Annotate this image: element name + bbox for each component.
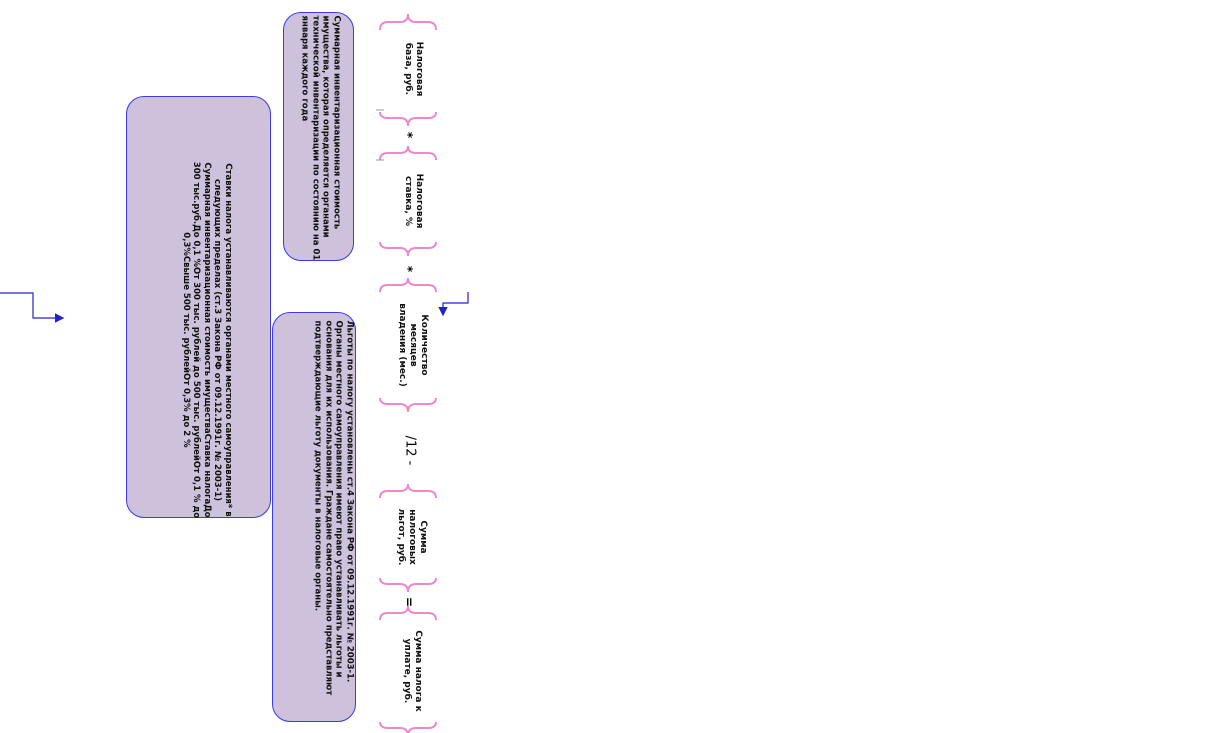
tax-payable-label: Сумма налога к уплате, руб. — [402, 630, 423, 712]
benefits-note-text: Льготы по налогу установлены ст.4 Закона РФ от 09.12.1991г. № 2003-1. Органы местного самоуправления имеют право устанавливать льготы и основания для их использования. Граждане самостоятельно представляют подтверждающие льготу документы в налоговые органы. — [313, 320, 355, 696]
multiply-operator-1: * — [401, 131, 416, 139]
connector-arrow-left — [0, 293, 62, 318]
months-label: Количество месяцев владения (мес.) — [397, 303, 429, 387]
tax-base-label: Налоговая база, руб. — [403, 41, 424, 97]
connector-arrow-right — [443, 292, 468, 314]
equals-operator: = — [402, 596, 417, 608]
tax-rate-label: Налоговая ставка, % — [403, 173, 424, 229]
benefits-sum-label: Сумма налоговых льгот, руб. — [396, 508, 428, 566]
rates-note-text: Ставки налога устанавливаются органами местного самоуправления* в следующих пределах (ст.3 Закона РФ от 09.12.1991г. № 2003-1) Суммарная инвентаризационная стоимость имуществаСтавка налогаДо 300 тыс.руб.До 0,1 %От 300 тыс. рублей до 500 тыс. рублейОт 0,1 % до 0,3%Свыше 500 тыс. рублейОт 0,3% до 2 % — [181, 161, 233, 519]
divide-operator: /12 - — [402, 435, 418, 466]
base-note-text: Суммарная инвентаризационная стоимость имущества, которая определяется органами технической инвентаризации по состоянию на 01 января каждого года — [300, 15, 342, 261]
multiply-operator-2: * — [401, 265, 416, 273]
